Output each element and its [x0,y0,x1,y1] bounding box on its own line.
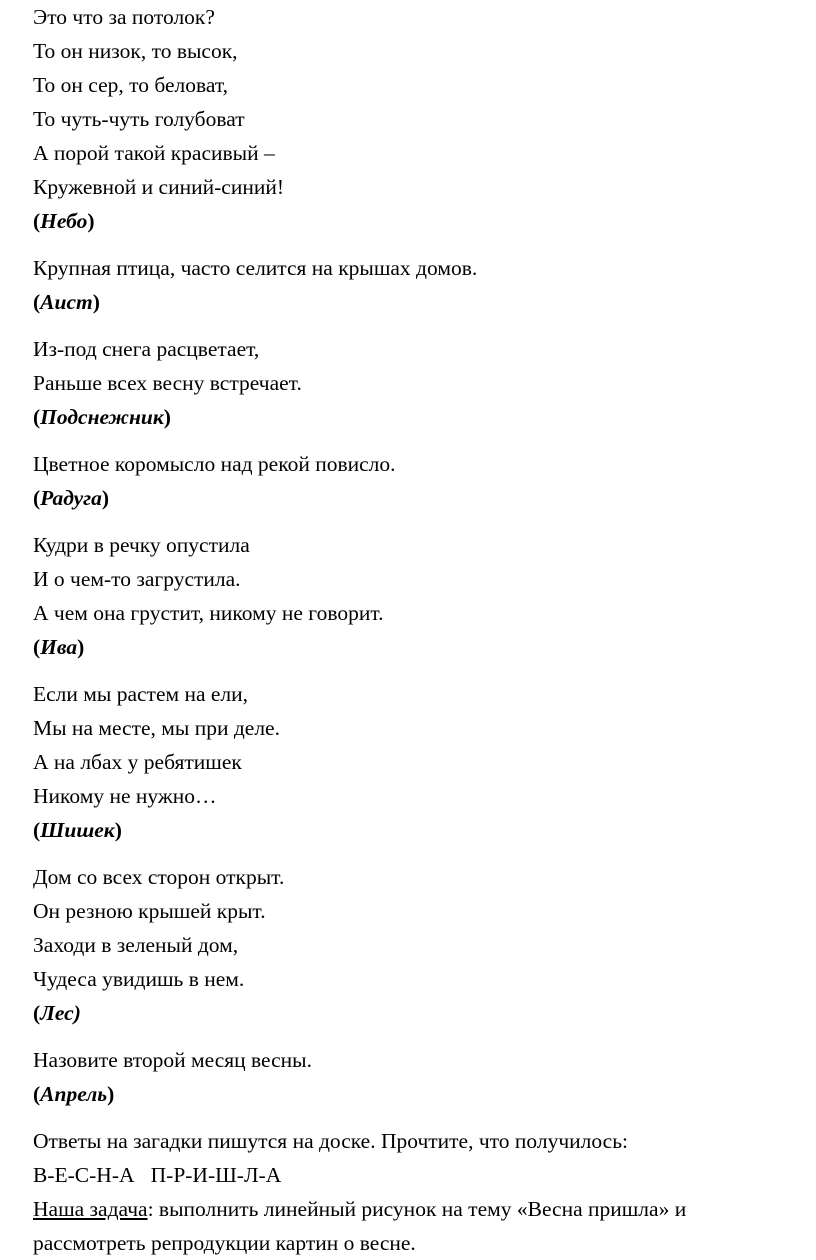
riddle-5 [33,528,803,664]
riddle-line: Мы на месте, мы при деле. [33,716,280,740]
riddle-3 [33,332,803,434]
answer-word: Радуга [40,486,102,510]
answer-word: Небо [40,209,88,233]
riddle-answer: (Радуга) [33,486,110,510]
task-text: : выполнить линейный рисунок на тему «Весна пришла» и рассмотреть репродукции картин о весне. [33,1197,687,1255]
answer-word: Ива [40,635,78,659]
riddle-line: Крупная птица, часто селится на крышах домов. [33,256,478,280]
riddle-line: Раньше всех весну встречает. [33,371,302,395]
conclusion-block [33,1124,803,1260]
riddle-answer: (Небо) [33,209,95,233]
riddle-answer: (Ива) [33,635,85,659]
riddle-line: Он резною крышей крыт. [33,899,266,923]
answer-word: Лес [40,1001,74,1025]
riddle-line: А порой такой красивый – [33,141,275,165]
riddle-line: И о чем-то загрустила. [33,567,241,591]
conclusion-intro: Ответы на загадки пишутся на доске. Прочтите, что получилось: [33,1129,628,1153]
riddle-line: То он низок, то высок, [33,39,238,63]
riddle-2 [33,251,803,319]
riddle-line: То он сер, то беловат, [33,73,229,97]
riddle-line: А чем она грустит, никому не говорит. [33,601,384,625]
riddle-answer: (Апрель) [33,1082,115,1106]
riddle-line: То чуть-чуть голубоват [33,107,245,131]
riddle-answer: (Подснежник) [33,405,171,429]
answer-word: Подснежник [40,405,164,429]
spelled-answer [33,1158,803,1192]
riddle-4 [33,447,803,515]
riddle-line: Заходи в зеленый дом, [33,933,239,957]
riddle-answer: (Аист) [33,290,100,314]
riddle-1 [33,0,803,238]
riddle-line: Дом со всех сторон открыт. [33,865,285,889]
riddle-line: Из-под снега расцветает, [33,337,260,361]
riddle-line: Назовите второй месяц весны. [33,1048,312,1072]
riddle-8 [33,1043,803,1111]
riddle-line: Никому не нужно… [33,784,217,808]
riddle-line: Цветное коромысло над рекой повисло. [33,452,396,476]
riddle-line: Если мы растем на ели, [33,682,249,706]
answer-word: Аист [40,290,93,314]
spelled-text: В-Е-С-Н-А П-Р-И-Ш-Л-А [33,1163,282,1187]
riddle-answer: (Шишек) [33,818,122,842]
document-page [33,0,803,1260]
answer-word: Шишек [40,818,115,842]
answer-word: Апрель [40,1082,108,1106]
riddle-answer: (Лес) [33,1001,81,1025]
riddle-7 [33,860,803,1030]
riddle-line: Чудеса увидишь в нем. [33,967,245,991]
riddle-6 [33,677,803,847]
riddle-line: Кружевной и синий-синий! [33,175,285,199]
riddle-line: А на лбах у ребятишек [33,750,242,774]
riddle-line: Это что за потолок? [33,5,215,29]
riddle-line: Кудри в речку опустила [33,533,250,557]
task-paragraph [33,1192,803,1260]
task-label: Наша задача [33,1197,148,1221]
